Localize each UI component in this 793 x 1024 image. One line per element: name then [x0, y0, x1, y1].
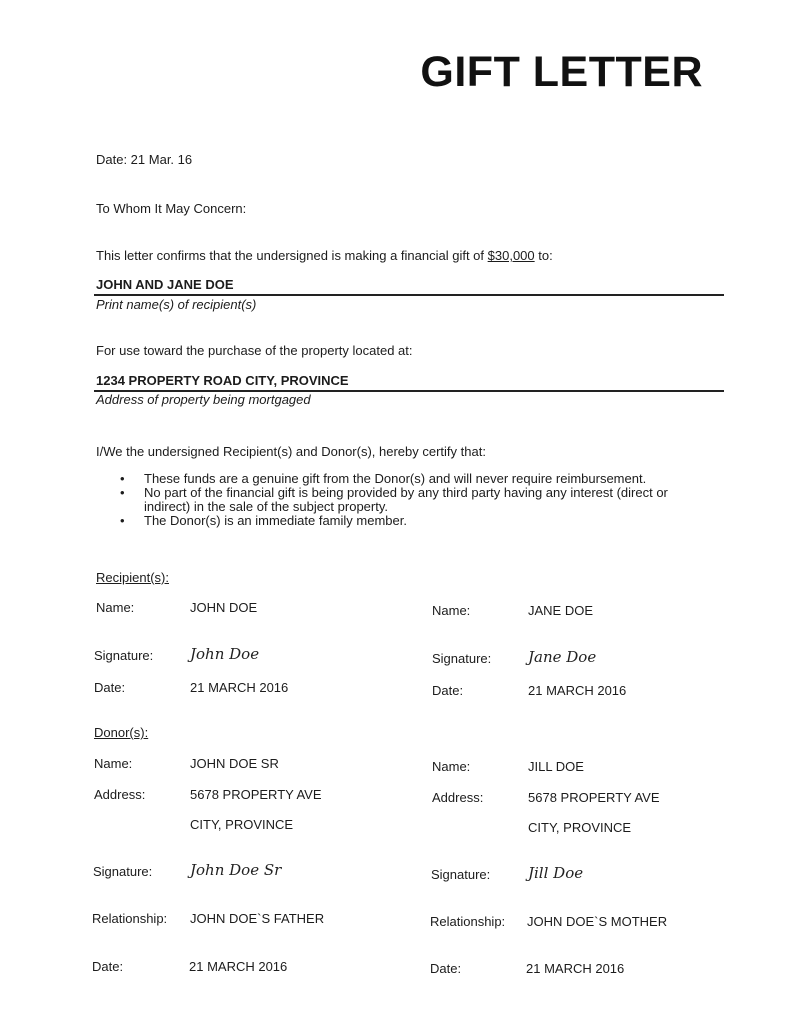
property-intro: For use toward the purchase of the property located at: — [96, 343, 413, 358]
recipient-right-date-label: Date: — [432, 683, 464, 698]
salutation: To Whom It May Concern: — [96, 201, 247, 216]
recipient-right-signature: Jane Doe — [528, 648, 597, 666]
document-title: GIFT LETTER — [420, 48, 703, 96]
donor-right-address-label: Address: — [432, 790, 484, 805]
recipient-left-date: 21 MARCH 2016 — [190, 680, 289, 695]
certification-item: • The Donor(s) is an immediate family member. — [120, 514, 680, 528]
donor-left-date-label: Date: — [92, 959, 124, 974]
property-address-value: 1234 PROPERTY ROAD CITY, PROVINCE — [96, 373, 349, 388]
gift-confirm-suffix: to: — [534, 248, 553, 263]
donor-left-date: 21 MARCH 2016 — [189, 959, 288, 974]
recipient-names-rule — [94, 294, 724, 296]
recipient-right-signature-label: Signature: — [432, 651, 492, 666]
certification-list — [120, 472, 680, 528]
certify-intro: I/We the undersigned Recipient(s) and Donor(s), hereby certify that: — [96, 444, 486, 459]
donor-left-relationship-label: Relationship: — [92, 911, 168, 926]
donor-left-signature-label: Signature: — [93, 864, 153, 879]
date-line: Date: 21 Mar. 16 — [96, 152, 193, 167]
donor-left-name: JOHN DOE SR — [190, 756, 279, 771]
donor-left-address-label: Address: — [94, 787, 146, 802]
donors-heading: Donor(s): — [94, 725, 149, 740]
recipient-left-name-label: Name: — [96, 600, 135, 615]
donor-left-relationship: JOHN DOE`S FATHER — [190, 911, 325, 926]
gift-amount: $30,000 — [487, 248, 535, 263]
recipient-right-name: JANE DOE — [528, 603, 594, 618]
donor-right-name: JILL DOE — [528, 759, 584, 774]
donor-left-signature: John Doe Sr — [190, 861, 282, 879]
donor-right-signature-label: Signature: — [431, 867, 491, 882]
recipient-left-date-label: Date: — [94, 680, 126, 695]
donor-right-relationship-label: Relationship: — [430, 914, 506, 929]
donor-right-address-line2: CITY, PROVINCE — [528, 820, 632, 835]
recipient-right-name-label: Name: — [432, 603, 471, 618]
recipient-left-signature-label: Signature: — [94, 648, 154, 663]
recipient-names-caption: Print name(s) of recipient(s) — [96, 297, 257, 312]
donor-left-name-label: Name: — [94, 756, 133, 771]
donor-right-relationship: JOHN DOE`S MOTHER — [527, 914, 668, 929]
recipient-right-date: 21 MARCH 2016 — [528, 683, 627, 698]
gift-confirmation — [96, 248, 553, 263]
recipient-left-signature: John Doe — [190, 645, 260, 663]
property-address-caption: Address of property being mortgaged — [96, 392, 311, 407]
donor-left-address-line2: CITY, PROVINCE — [190, 817, 294, 832]
donor-left-address-line1: 5678 PROPERTY AVE — [190, 787, 322, 802]
donor-right-date: 21 MARCH 2016 — [526, 961, 625, 976]
gift-confirm-prefix: This letter confirms that the undersigned is making a financial gift of — [96, 248, 488, 263]
recipient-names-value: JOHN AND JANE DOE — [96, 277, 234, 292]
certification-item: • These funds are a genuine gift from the Donor(s) and will never require reimbursement. — [120, 472, 680, 486]
donor-right-name-label: Name: — [432, 759, 471, 774]
recipient-left-name: JOHN DOE — [190, 600, 258, 615]
donor-right-address-line1: 5678 PROPERTY AVE — [528, 790, 660, 805]
certification-item: • No part of the financial gift is being provided by any third party having any interest (direct or indirect) in the sale of the subject property. — [120, 486, 680, 514]
recipients-heading: Recipient(s): — [96, 570, 169, 585]
donor-right-date-label: Date: — [430, 961, 462, 976]
donor-right-signature: Jill Doe — [528, 864, 584, 882]
